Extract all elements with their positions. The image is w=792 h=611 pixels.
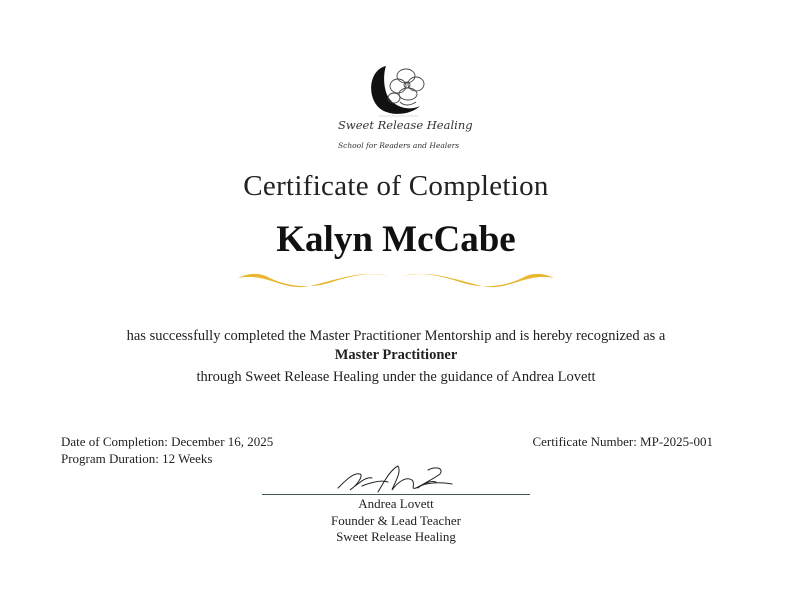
signer-role: Founder & Lead Teacher — [331, 513, 461, 528]
recipient-name: Kalyn McCabe — [276, 219, 516, 260]
logo-name: Sweet Release Healing — [338, 118, 473, 132]
signer-name: Andrea Lovett — [358, 496, 434, 511]
date-of-completion: Date of Completion: December 16, 2025 — [61, 434, 274, 449]
designation: Master Practitioner — [334, 347, 458, 363]
school-logo — [338, 62, 473, 154]
signer-organization: Sweet Release Healing — [336, 529, 456, 544]
logo-tagline: School for Readers and Healers — [338, 141, 460, 150]
crescent-moon-flower-icon — [338, 62, 458, 118]
handwritten-signature — [332, 462, 462, 496]
guidance-statement: through Sweet Release Healing under the guidance of Andrea Lovett — [196, 369, 596, 385]
gold-flourish-divider — [236, 266, 556, 294]
signature-line — [262, 494, 530, 495]
completion-statement: has successfully completed the Master Practitioner Mentorship and is hereby recognized as a — [126, 328, 666, 344]
program-duration: Program Duration: 12 Weeks — [61, 451, 213, 466]
certificate-number: Certificate Number: MP-2025-001 — [532, 434, 713, 449]
certificate-title: Certificate of Completion — [243, 170, 549, 202]
